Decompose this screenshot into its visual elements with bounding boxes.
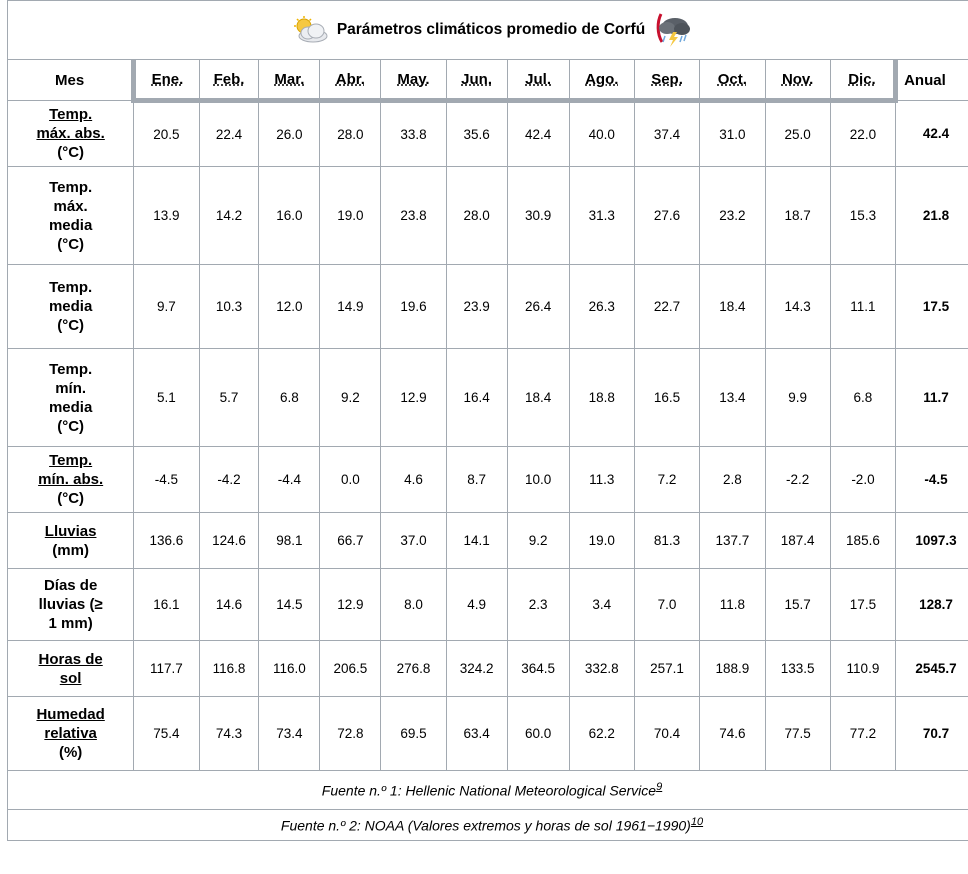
cell-temp-min-abs-6: 8.7 (446, 447, 507, 513)
cell-horas-sol-11: 133.5 (765, 641, 830, 697)
cell-temp-min-abs-3: -4.4 (259, 447, 320, 513)
cell-humedad-3: 73.4 (259, 697, 320, 771)
cell-humedad-8: 62.2 (569, 697, 634, 771)
cell-temp-max-media-2: 14.2 (199, 167, 259, 265)
header-month-jan[interactable]: Ene. (134, 60, 199, 101)
annual-temp-min-media: 11.7 (896, 349, 968, 447)
cell-humedad-4: 72.8 (320, 697, 381, 771)
header-month-feb[interactable]: Feb. (199, 60, 259, 101)
cell-temp-min-abs-1: -4.5 (134, 447, 199, 513)
cell-temp-max-abs-4: 28.0 (320, 101, 381, 167)
cell-temp-media-11: 14.3 (765, 265, 830, 349)
row-label-temp-media: Temp. media (°C) (8, 265, 134, 349)
cell-dias-lluvia-7: 2.3 (507, 569, 569, 641)
cell-dias-lluvia-5: 8.0 (381, 569, 446, 641)
cell-lluvias-3: 98.1 (259, 513, 320, 569)
cell-temp-max-abs-11: 25.0 (765, 101, 830, 167)
row-label-temp-max-media: Temp. máx. media (°C) (8, 167, 134, 265)
annual-temp-media: 17.5 (896, 265, 968, 349)
cell-temp-min-abs-7: 10.0 (507, 447, 569, 513)
cell-humedad-2: 74.3 (199, 697, 259, 771)
cell-temp-min-media-1: 5.1 (134, 349, 199, 447)
cell-dias-lluvia-3: 14.5 (259, 569, 320, 641)
cell-horas-sol-6: 324.2 (446, 641, 507, 697)
cell-temp-max-abs-10: 31.0 (700, 101, 765, 167)
table-row-humedad (8, 697, 968, 771)
cell-lluvias-4: 66.7 (320, 513, 381, 569)
cell-dias-lluvia-11: 15.7 (765, 569, 830, 641)
source-2-ref[interactable]: 10 (690, 816, 704, 829)
cell-temp-max-abs-2: 22.4 (199, 101, 259, 167)
cell-lluvias-1: 136.6 (134, 513, 199, 569)
source-1-ref[interactable]: 9 (656, 781, 663, 794)
header-month-mar[interactable]: Mar. (259, 60, 320, 101)
row-label-dias-lluvia: Días de lluvias (≥ 1 mm) (8, 569, 134, 641)
cell-temp-media-6: 23.9 (446, 265, 507, 349)
header-month-nov[interactable]: Nov. (765, 60, 830, 101)
source-note-1 (8, 771, 968, 810)
cell-horas-sol-5: 276.8 (381, 641, 446, 697)
table-row-temp-max-media (8, 167, 968, 265)
cell-temp-min-media-4: 9.2 (320, 349, 381, 447)
cell-temp-min-abs-8: 11.3 (569, 447, 634, 513)
cell-lluvias-5: 37.0 (381, 513, 446, 569)
cell-temp-max-media-11: 18.7 (765, 167, 830, 265)
cell-temp-max-abs-1: 20.5 (134, 101, 199, 167)
cell-horas-sol-7: 364.5 (507, 641, 569, 697)
cell-temp-min-abs-12: -2.0 (830, 447, 895, 513)
cell-horas-sol-10: 188.9 (700, 641, 765, 697)
cell-horas-sol-9: 257.1 (634, 641, 699, 697)
header-month-jun[interactable]: Jun. (446, 60, 507, 101)
cell-lluvias-2: 124.6 (199, 513, 259, 569)
annual-temp-max-media: 21.8 (896, 167, 968, 265)
cell-temp-min-media-12: 6.8 (830, 349, 895, 447)
cell-humedad-6: 63.4 (446, 697, 507, 771)
annual-dias-lluvia: 128.7 (896, 569, 968, 641)
annual-lluvias: 1097.3 (896, 513, 968, 569)
cell-dias-lluvia-8: 3.4 (569, 569, 634, 641)
cell-temp-max-media-12: 15.3 (830, 167, 895, 265)
cell-temp-min-media-8: 18.8 (569, 349, 634, 447)
cell-temp-max-media-5: 23.8 (381, 167, 446, 265)
cell-temp-min-media-5: 12.9 (381, 349, 446, 447)
cell-temp-media-12: 11.1 (830, 265, 895, 349)
cell-temp-media-9: 22.7 (634, 265, 699, 349)
header-month-apr[interactable]: Abr. (320, 60, 381, 101)
cell-humedad-5: 69.5 (381, 697, 446, 771)
row-label-temp-min-abs[interactable]: Temp. mín. abs. (°C) (8, 447, 134, 513)
header-month-aug[interactable]: Ago. (569, 60, 634, 101)
row-label-temp-min-media: Temp. mín. media (°C) (8, 349, 134, 447)
cell-temp-min-abs-11: -2.2 (765, 447, 830, 513)
cell-horas-sol-4: 206.5 (320, 641, 381, 697)
cell-dias-lluvia-1: 16.1 (134, 569, 199, 641)
header-month-dec[interactable]: Dic. (830, 60, 895, 101)
cell-temp-min-abs-10: 2.8 (700, 447, 765, 513)
header-month-oct[interactable]: Oct. (700, 60, 765, 101)
cell-temp-max-media-3: 16.0 (259, 167, 320, 265)
cell-temp-max-abs-12: 22.0 (830, 101, 895, 167)
annual-horas-sol: 2545.7 (896, 641, 968, 697)
cell-temp-media-2: 10.3 (199, 265, 259, 349)
cell-temp-max-media-1: 13.9 (134, 167, 199, 265)
cell-temp-media-1: 9.7 (134, 265, 199, 349)
cell-lluvias-8: 19.0 (569, 513, 634, 569)
header-month-jul[interactable]: Jul. (507, 60, 569, 101)
cell-temp-min-media-7: 18.4 (507, 349, 569, 447)
cell-humedad-10: 74.6 (700, 697, 765, 771)
cell-temp-media-3: 12.0 (259, 265, 320, 349)
cell-dias-lluvia-4: 12.9 (320, 569, 381, 641)
cell-temp-min-media-2: 5.7 (199, 349, 259, 447)
cell-temp-media-10: 18.4 (700, 265, 765, 349)
header-annual: Anual (896, 60, 968, 101)
source-2-text: Fuente n.º 2: NOAA (Valores extremos y horas de sol 1961−1990) (280, 817, 691, 834)
cell-dias-lluvia-12: 17.5 (830, 569, 895, 641)
cell-horas-sol-8: 332.8 (569, 641, 634, 697)
cell-lluvias-7: 9.2 (507, 513, 569, 569)
cell-horas-sol-2: 116.8 (199, 641, 259, 697)
source-1-text: Fuente n.º 1: Hellenic National Meteorological Service (321, 782, 657, 799)
climate-table (7, 0, 968, 841)
cell-lluvias-6: 14.1 (446, 513, 507, 569)
table-title (8, 1, 968, 60)
annual-temp-max-abs: 42.4 (896, 101, 968, 167)
cell-lluvias-9: 81.3 (634, 513, 699, 569)
header-month-may[interactable]: May. (381, 60, 446, 101)
table-row-temp-max-abs (8, 101, 968, 167)
cell-humedad-11: 77.5 (765, 697, 830, 771)
partly-cloudy-icon (291, 16, 329, 44)
cell-temp-min-media-11: 9.9 (765, 349, 830, 447)
cell-temp-media-4: 14.9 (320, 265, 381, 349)
table-title-text: Parámetros climáticos promedio de Corfú (336, 20, 646, 38)
cell-temp-max-media-7: 30.9 (507, 167, 569, 265)
cell-horas-sol-1: 117.7 (134, 641, 199, 697)
cell-temp-min-abs-9: 7.2 (634, 447, 699, 513)
cell-temp-media-7: 26.4 (507, 265, 569, 349)
cell-temp-min-abs-5: 4.6 (381, 447, 446, 513)
cell-temp-media-8: 26.3 (569, 265, 634, 349)
cell-horas-sol-12: 110.9 (830, 641, 895, 697)
cell-lluvias-10: 137.7 (700, 513, 765, 569)
cell-humedad-9: 70.4 (634, 697, 699, 771)
storm-icon (653, 12, 693, 48)
row-label-humedad[interactable]: Humedad relativa (%) (8, 697, 134, 771)
cell-horas-sol-3: 116.0 (259, 641, 320, 697)
cell-temp-min-abs-2: -4.2 (199, 447, 259, 513)
cell-dias-lluvia-9: 7.0 (634, 569, 699, 641)
annual-temp-min-abs: -4.5 (896, 447, 968, 513)
table-row-temp-min-abs (8, 447, 968, 513)
source-note-2 (8, 810, 968, 841)
cell-temp-max-abs-5: 33.8 (381, 101, 446, 167)
cell-dias-lluvia-2: 14.6 (199, 569, 259, 641)
cell-lluvias-12: 185.6 (830, 513, 895, 569)
cell-temp-max-media-4: 19.0 (320, 167, 381, 265)
cell-humedad-1: 75.4 (134, 697, 199, 771)
cell-temp-max-media-10: 23.2 (700, 167, 765, 265)
table-row-temp-min-media (8, 349, 968, 447)
cell-temp-min-media-6: 16.4 (446, 349, 507, 447)
cell-dias-lluvia-6: 4.9 (446, 569, 507, 641)
cell-temp-max-media-9: 27.6 (634, 167, 699, 265)
cell-temp-max-abs-7: 42.4 (507, 101, 569, 167)
cell-temp-min-media-10: 13.4 (700, 349, 765, 447)
header-month-sep[interactable]: Sep. (634, 60, 699, 101)
cell-temp-max-abs-9: 37.4 (634, 101, 699, 167)
table-row-dias-lluvia (8, 569, 968, 641)
cell-temp-max-abs-3: 26.0 (259, 101, 320, 167)
table-body (8, 101, 968, 771)
cell-temp-max-media-6: 28.0 (446, 167, 507, 265)
cell-temp-max-abs-8: 40.0 (569, 101, 634, 167)
table-row-lluvias (8, 513, 968, 569)
row-label-lluvias[interactable]: Lluvias (mm) (8, 513, 134, 569)
table-row-temp-media (8, 265, 968, 349)
table-row-horas-sol (8, 641, 968, 697)
cell-temp-min-abs-4: 0.0 (320, 447, 381, 513)
annual-humedad: 70.7 (896, 697, 968, 771)
header-row-label: Mes (8, 60, 134, 101)
cell-temp-min-media-9: 16.5 (634, 349, 699, 447)
cell-humedad-7: 60.0 (507, 697, 569, 771)
cell-temp-media-5: 19.6 (381, 265, 446, 349)
row-label-horas-sol[interactable]: Horas de sol (8, 641, 134, 697)
cell-temp-max-abs-6: 35.6 (446, 101, 507, 167)
row-label-temp-max-abs[interactable]: Temp. máx. abs. (°C) (8, 101, 134, 167)
cell-humedad-12: 77.2 (830, 697, 895, 771)
cell-dias-lluvia-10: 11.8 (700, 569, 765, 641)
cell-temp-min-media-3: 6.8 (259, 349, 320, 447)
cell-temp-max-media-8: 31.3 (569, 167, 634, 265)
cell-lluvias-11: 187.4 (765, 513, 830, 569)
